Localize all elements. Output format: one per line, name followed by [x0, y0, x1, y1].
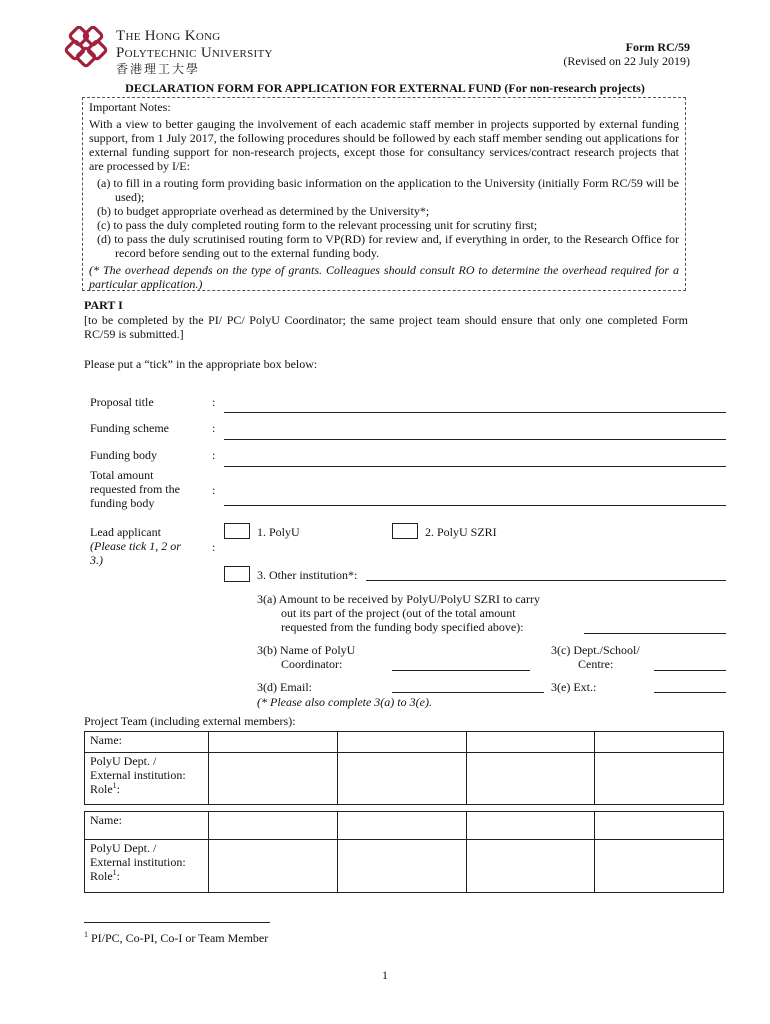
- table-row: [85, 732, 724, 753]
- table-row: [85, 753, 724, 805]
- table-cell[interactable]: [466, 753, 595, 805]
- total-amount-label-line2: requested from the: [90, 482, 180, 496]
- university-name-line1: The Hong Kong: [116, 28, 221, 44]
- overhead-note: (* The overhead depends on the type of grants. Colleagues should consult RO to determine the overhead required for a particular application.): [89, 263, 679, 291]
- amount-received-label: [257, 592, 540, 634]
- colon: :: [212, 540, 216, 554]
- dept-label-line2: External institution:: [90, 855, 186, 869]
- footnote-ref: 1: [112, 868, 117, 877]
- polyu-szri-checkbox[interactable]: [392, 523, 418, 539]
- coordinator-name-label-line2: Coordinator:: [281, 657, 343, 671]
- tick-instruction: Please put a “tick” in the appropriate box below:: [84, 357, 318, 371]
- proposal-title-label: Proposal title: [90, 395, 154, 409]
- table-row: [85, 812, 724, 840]
- footnote-text: PI/PC, Co-PI, Co-I or Team Member: [91, 931, 269, 945]
- email-field[interactable]: [392, 692, 544, 693]
- colon: :: [212, 448, 216, 462]
- table-cell[interactable]: [337, 812, 466, 840]
- footnote-mark: 1: [84, 930, 88, 939]
- amount-received-label-line3: requested from the funding body specified above):: [281, 620, 524, 634]
- table-cell[interactable]: [466, 732, 595, 753]
- role-label-text: Role: [90, 869, 113, 883]
- amount-received-label-line1: 3(a) Amount to be received by PolyU/PolyU SZRI to carry: [257, 592, 540, 606]
- table-cell[interactable]: [209, 840, 338, 893]
- dept-label-line1: PolyU Dept. /: [90, 754, 157, 768]
- form-title: DECLARATION FORM FOR APPLICATION FOR EXTERNAL FUND (For non-research projects): [125, 81, 645, 95]
- total-amount-field[interactable]: [224, 505, 726, 506]
- table-cell[interactable]: [209, 753, 338, 805]
- coordinator-name-label: [257, 643, 355, 671]
- important-notes-box: [82, 97, 686, 291]
- email-label: 3(d) Email:: [257, 680, 312, 694]
- table-cell[interactable]: [595, 732, 724, 753]
- polyu-szri-option-label: 2. PolyU SZRI: [425, 525, 497, 539]
- lead-applicant-hint-line2: 3.): [90, 553, 103, 567]
- project-team-heading: Project Team (including external members):: [84, 714, 296, 728]
- extension-label: 3(e) Ext.:: [551, 680, 597, 694]
- table-cell[interactable]: [595, 812, 724, 840]
- funding-scheme-field[interactable]: [224, 439, 726, 440]
- table-row: [85, 840, 724, 893]
- role-label-text: Role: [90, 782, 113, 796]
- lead-applicant-label: [90, 525, 181, 567]
- total-amount-label-line3: funding body: [90, 496, 155, 510]
- part-1-title: PART I: [84, 298, 123, 312]
- notes-item-a: (a) to fill in a routing form providing basic information on the application to the University (initially Form RC/59 will be used);: [97, 176, 679, 204]
- university-chinese-name: 香港理工大學: [116, 62, 201, 76]
- university-name: [116, 28, 273, 62]
- role-label: [90, 782, 203, 796]
- role-label-colon: :: [116, 869, 121, 883]
- form-number: Form RC/59: [625, 40, 690, 54]
- table-cell[interactable]: [466, 812, 595, 840]
- dept-school-label-line1: 3(c) Dept./School/: [551, 643, 640, 657]
- dept-role-row-label: [85, 753, 209, 805]
- notes-item-d: (d) to pass the duly scrutinised routing form to VP(RD) for review and, if everything in order, to the Research Office for record before sending out to the external funding body.: [97, 232, 679, 260]
- amount-received-label-line2: out its part of the project (out of the total amount: [281, 606, 516, 620]
- polyu-option-label: 1. PolyU: [257, 525, 300, 539]
- lead-applicant-hint-line1: (Please tick 1, 2 or: [90, 539, 181, 553]
- coordinator-name-label-line1: 3(b) Name of PolyU: [257, 643, 356, 657]
- table-cell[interactable]: [337, 840, 466, 893]
- total-amount-label: [90, 468, 180, 510]
- funding-body-label: Funding body: [90, 448, 158, 462]
- footnote-divider: [84, 922, 270, 923]
- extension-field[interactable]: [654, 692, 726, 693]
- table-cell[interactable]: [337, 753, 466, 805]
- name-row-label: Name:: [85, 732, 209, 753]
- dept-school-field[interactable]: [654, 670, 726, 671]
- other-institution-option-label: 3. Other institution*:: [257, 568, 358, 582]
- other-institution-checkbox[interactable]: [224, 566, 250, 582]
- notes-intro: With a view to better gauging the involvement of each academic staff member in projects supported by external funding support, from 1 July 2017, the following procedures should be followed by each staff member sending out applications for external funding support for non-research projects, except those for consultancy services/contract research projects that are processed by I/E:: [89, 117, 679, 173]
- project-team-table-2: [84, 811, 724, 893]
- complete-3a-3e-note: (* Please also complete 3(a) to 3(e).: [257, 695, 432, 709]
- other-institution-field[interactable]: [366, 580, 726, 581]
- table-cell[interactable]: [466, 840, 595, 893]
- colon: :: [212, 395, 216, 409]
- table-cell[interactable]: [209, 812, 338, 840]
- name-row-label: Name:: [85, 812, 209, 840]
- project-team-table-1: [84, 731, 724, 805]
- colon: :: [212, 421, 216, 435]
- table-cell[interactable]: [595, 840, 724, 893]
- polyu-checkbox[interactable]: [224, 523, 250, 539]
- table-cell[interactable]: [595, 753, 724, 805]
- footnote: [84, 931, 268, 945]
- table-cell[interactable]: [337, 732, 466, 753]
- funding-scheme-label: Funding scheme: [90, 421, 169, 435]
- colon: :: [212, 483, 216, 497]
- role-label-colon: :: [116, 782, 121, 796]
- notes-heading: Important Notes:: [89, 100, 171, 114]
- amount-received-field[interactable]: [584, 633, 726, 634]
- part-1-instruction: [to be completed by the PI/ PC/ PolyU Coordinator; the same project team should ensure that only one completed Form RC/59 is submitted.]: [84, 313, 688, 341]
- footnote-ref: 1: [112, 781, 117, 790]
- coordinator-name-field[interactable]: [392, 670, 530, 671]
- total-amount-label-line1: Total amount: [90, 468, 154, 482]
- lead-applicant-label-text: Lead applicant: [90, 525, 161, 539]
- page-number: 1: [382, 968, 388, 982]
- dept-label-line1: PolyU Dept. /: [90, 841, 157, 855]
- dept-label-line2: External institution:: [90, 768, 186, 782]
- dept-school-label-line2: Centre:: [578, 657, 614, 671]
- table-cell[interactable]: [209, 732, 338, 753]
- polyu-logo-icon: [64, 26, 108, 70]
- funding-body-field[interactable]: [224, 466, 726, 467]
- dept-role-row-label: [85, 840, 209, 893]
- notes-item-b: (b) to budget appropriate overhead as determined by the University*;: [97, 204, 430, 218]
- role-label: [90, 869, 203, 883]
- notes-item-c: (c) to pass the duly completed routing form to the relevant processing unit for scrutiny first;: [97, 218, 538, 232]
- revision-date: (Revised on 22 July 2019): [563, 54, 690, 68]
- university-name-line2: Polytechnic University: [116, 45, 273, 61]
- dept-school-label: [551, 643, 640, 671]
- proposal-title-field[interactable]: [224, 412, 726, 413]
